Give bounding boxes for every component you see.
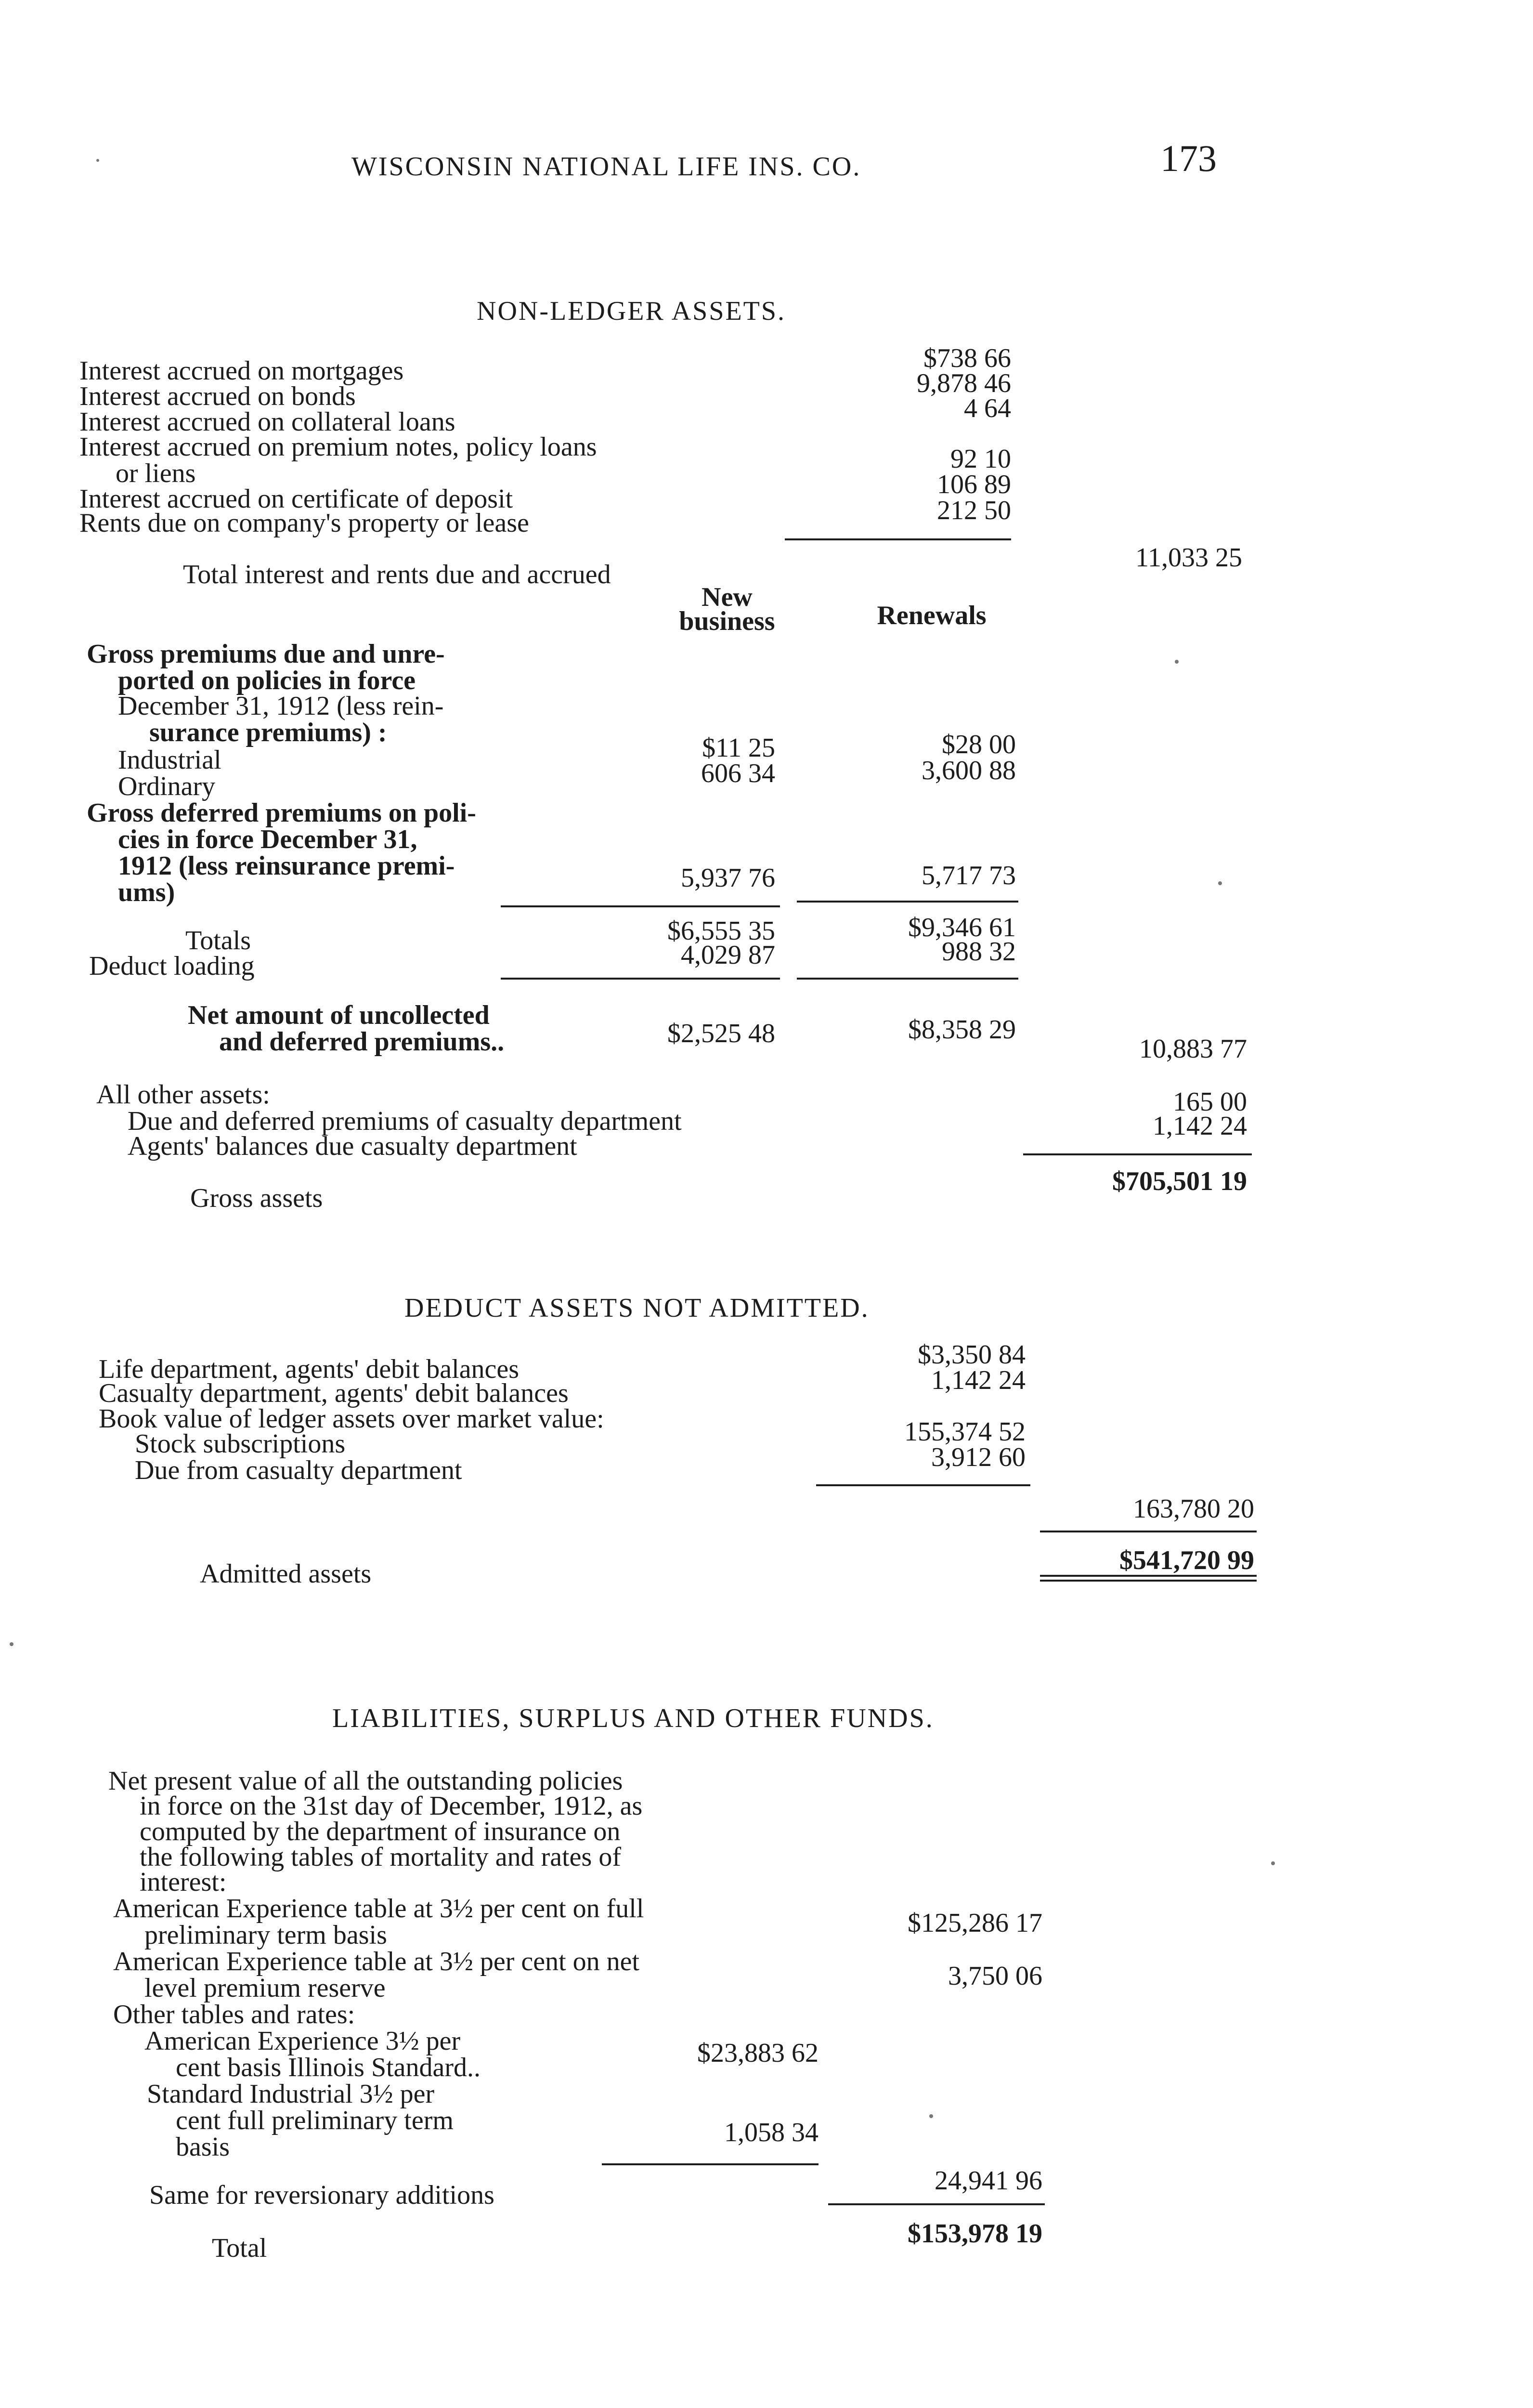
list-item-value: 212 50 [937,496,1011,525]
sub-table-label: cent basis Illinois Standard.. [176,2053,481,2082]
sub-table-value: $23,883 62 [697,2038,818,2068]
deferred-desc: cies in force December 31, [118,824,417,854]
list-item-label: Rents due on company's property or lease [79,508,529,538]
rule [797,978,1018,980]
loading-new: 4,029 87 [681,940,775,970]
list-item-label: Stock subscriptions [135,1429,346,1459]
column-header-new: business [679,606,775,636]
reversionary-label: Same for reversionary additions [149,2180,494,2210]
rule [501,905,780,907]
premium-desc: ported on policies in force [118,666,416,695]
admitted-value: $541,720 99 [1119,1545,1254,1575]
liabilities-intro: interest: [140,1867,227,1897]
list-item-value: $738 66 [923,343,1011,373]
loading-label: Deduct loading [89,951,255,981]
double-rule [1040,1575,1257,1582]
list-item-value: 9,878 46 [917,368,1011,398]
ordinary-renewals: 3,600 88 [922,756,1016,785]
list-item-label: Interest accrued on collateral loans [79,407,455,437]
totals-label: Totals [185,926,251,955]
scan-speck [1175,660,1179,664]
net-new: $2,525 48 [667,1019,775,1048]
list-item-label: Interest accrued on premium notes, policy loans [79,432,597,462]
sub-table-value: 1,058 34 [724,2118,818,2147]
sub-table-label: basis [176,2132,230,2162]
non-ledger-title: NON-LEDGER ASSETS. [477,296,786,326]
rule [501,978,780,980]
list-item-label: Due from casualty department [135,1455,462,1485]
deduct-total: 163,780 20 [1133,1494,1254,1524]
list-item-value: 92 10 [950,444,1011,474]
gross-assets-label: Gross assets [190,1183,323,1213]
deferred-desc: Gross deferred premiums on poli- [87,798,476,828]
liabilities-total-label: Total [212,2233,267,2263]
net-label: Net amount of uncollected [188,1000,490,1030]
sub-table-label: Standard Industrial 3½ per [147,2079,435,2109]
industrial-renewals: $28 00 [942,730,1016,759]
list-item-label: Book value of ledger assets over market value: [99,1404,604,1434]
list-item-label: Due and deferred premiums of casualty department [128,1106,682,1136]
liabilities-total-value: $153,978 19 [908,2219,1042,2249]
rule [797,901,1018,903]
deferred-new: 5,937 76 [681,863,775,893]
list-item-label: Interest accrued on bonds [79,381,356,411]
ordinary-label: Ordinary [118,772,216,801]
total-interest-label: Total interest and rents due and accrued [183,560,611,589]
scan-speck [96,159,99,162]
admitted-label: Admitted assets [200,1559,372,1589]
net-label: and deferred premiums.. [219,1027,505,1057]
list-item-value: 1,142 24 [1153,1111,1247,1141]
sub-table-label: American Experience 3½ per [144,2026,461,2056]
company-header: WISCONSIN NATIONAL LIFE INS. CO. [351,152,861,182]
totals-new: $6,555 35 [667,916,775,946]
other-assets-label: All other assets: [96,1080,270,1110]
american-table-label: preliminary term basis [144,1920,387,1950]
other-tables-label: Other tables and rates: [113,2000,355,2029]
net-total: 10,883 77 [1139,1034,1247,1064]
premium-desc: surance premiums) : [149,718,387,747]
list-item-value: 3,912 60 [931,1442,1026,1472]
list-item-value: 1,142 24 [931,1365,1026,1395]
list-item-label: Life department, agents' debit balances [99,1354,520,1384]
column-header-new: New [702,582,753,612]
deferred-desc: 1912 (less reinsurance premi- [118,851,455,881]
scan-speck [1271,1861,1275,1865]
rule [1040,1531,1257,1532]
list-item-label: Casualty department, agents' debit balances [99,1378,569,1408]
rule [816,1484,1030,1486]
net-renewals: $8,358 29 [908,1015,1016,1045]
ordinary-new: 606 34 [701,759,775,788]
scan-speck [1218,881,1222,885]
scan-speck [10,1642,13,1646]
list-item-value: 4 64 [964,393,1011,423]
deferred-renewals: 5,717 73 [922,861,1016,890]
rule [828,2203,1045,2205]
list-item-label: Interest accrued on certificate of deposit [79,484,513,514]
list-item-label: or liens [116,458,196,488]
american-table-value: 3,750 06 [948,1961,1042,1991]
industrial-label: Industrial [118,745,221,775]
liabilities-intro: Net present value of all the outstanding policies [108,1766,623,1796]
liabilities-title: LIABILITIES, SURPLUS AND OTHER FUNDS. [332,1703,934,1733]
american-table-label: American Experience table at 3½ per cent on net [113,1947,640,1976]
american-table-value: $125,286 17 [908,1908,1042,1938]
list-item-value: 165 00 [1173,1087,1247,1117]
deferred-desc: ums) [118,877,175,907]
premium-desc: Gross premiums due and unre- [87,639,445,669]
american-table-label: level premium reserve [144,1973,386,2003]
list-item-value: $3,350 84 [918,1340,1026,1370]
list-item-value: 106 89 [937,470,1011,499]
scan-speck [929,2114,933,2118]
list-item-label: Agents' balances due casualty department [128,1131,577,1161]
totals-renewals: $9,346 61 [908,913,1016,942]
gross-assets-value: $705,501 19 [1112,1166,1247,1196]
total-interest-value: 11,033 25 [1135,543,1242,573]
list-item-label: Interest accrued on mortgages [79,356,404,386]
liabilities-intro: in force on the 31st day of December, 1912, as [140,1791,643,1821]
liabilities-intro: computed by the department of insurance on [140,1817,621,1846]
sub-table-label: cent full preliminary term [176,2106,454,2135]
liabilities-intro: the following tables of mortality and rates of [140,1842,621,1872]
list-item-value: 155,374 52 [904,1417,1026,1447]
rule [602,2163,818,2165]
industrial-new: $11 25 [702,733,775,763]
loading-renewals: 988 32 [942,937,1016,967]
reversionary-value: 24,941 96 [935,2166,1042,2196]
rule [785,538,1011,540]
column-header-renewals: Renewals [877,601,987,630]
rule [1023,1153,1252,1155]
deduct-title: DEDUCT ASSETS NOT ADMITTED. [404,1293,870,1323]
premium-desc: December 31, 1912 (less rein- [118,691,444,721]
page-number: 173 [1160,137,1217,179]
american-table-label: American Experience table at 3½ per cent on full [113,1894,644,1924]
